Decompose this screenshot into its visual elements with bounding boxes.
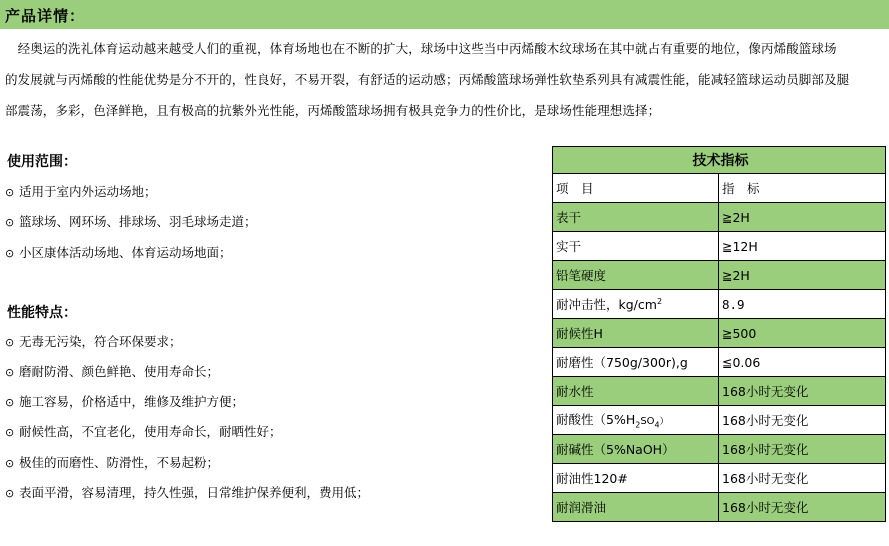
feature-item: ⊙ 表面平滑，容易清理，持久性强，日常维护保养便利，费用低；: [5, 485, 370, 500]
spec-header-item: 项 目: [553, 174, 719, 203]
feature-item: ⊙ 极佳的而磨性、防滑性，不易起粉；: [5, 455, 220, 470]
usage-item: ⊙ 篮球场、网环场、排球场、羽毛球场走道；: [5, 214, 257, 229]
table-row: [553, 377, 886, 406]
usage-item: ⊙ 适用于室内外运动场地；: [5, 184, 157, 199]
table-row: [553, 290, 886, 319]
spec-table-title: 技术指标: [553, 147, 886, 174]
intro-line: 经奥运的洗礼体育运动越来越受人们的重视，体育场地也在不断的扩大，球场中这些当中丙烯酸木纹球场在其中就占有重要的地位，像丙烯酸篮球场: [5, 41, 837, 56]
header-bar: [0, 0, 889, 29]
spec-value: ≦0.06: [719, 348, 886, 377]
intro-paragraph: [5, 33, 881, 126]
bullet-icon: ⊙: [5, 396, 15, 409]
spec-item: 耐油性120#: [553, 464, 719, 493]
feature-item: ⊙ 磨耐防滑、颜色鲜艳、使用寿命长；: [5, 364, 220, 379]
bullet-icon: ⊙: [5, 247, 15, 260]
bullet-icon: ⊙: [5, 487, 15, 500]
table-row: [553, 232, 886, 261]
spec-table-header-row: [553, 174, 886, 203]
feature-item: ⊙ 施工容易，价格适中，维修及维护方便；: [5, 394, 245, 409]
table-row: [553, 406, 886, 435]
bullet-icon: ⊙: [5, 366, 15, 379]
spec-item: 耐候性H: [553, 319, 719, 348]
table-row: [553, 348, 886, 377]
intro-line: 部震荡，多彩，色泽鲜艳，且有极高的抗紫外光性能，丙烯酸篮球场拥有极具竞争力的性价比，是球场性能理想选择；: [5, 103, 661, 118]
superscript: 2: [656, 296, 663, 306]
spec-value: 168小时无变化: [719, 406, 886, 435]
feature-item: ⊙ 无毒无污染，符合环保要求；: [5, 334, 182, 349]
spec-value: 168小时无变化: [719, 377, 886, 406]
intro-line: 的发展就与丙烯酸的性能优势是分不开的，性良好，不易开裂，有舒适的运动感；丙烯酸篮球场弹性软垫系列具有减震性能，能减轻篮球运动员脚部及腿: [5, 72, 850, 87]
feature-item: ⊙ 耐候性高，不宜老化，使用寿命长，耐晒性好；: [5, 424, 282, 439]
table-row: [553, 493, 886, 522]
spec-value: 168小时无变化: [719, 493, 886, 522]
bullet-icon: ⊙: [5, 426, 15, 439]
spec-table-title-row: [553, 147, 886, 174]
table-row: [553, 319, 886, 348]
usage-item: ⊙ 小区康体活动场地、体育运动场地面；: [5, 245, 232, 260]
spec-item: 耐冲击性，$kg/cm^2$: [553, 290, 719, 319]
bullet-icon: ⊙: [5, 186, 15, 199]
features-section-title: 性能特点：: [7, 305, 77, 321]
page-title: 产品详情：: [5, 7, 86, 25]
spec-item: 耐磨性（750g/300r),g: [553, 348, 719, 377]
bullet-icon: ⊙: [5, 216, 15, 229]
spec-item: 耐润滑油: [553, 493, 719, 522]
table-row: [553, 203, 886, 232]
spec-table: [552, 146, 886, 522]
spec-item: 实干: [553, 232, 719, 261]
table-row: [553, 261, 886, 290]
spec-item: 铅笔硬度: [553, 261, 719, 290]
usage-section-title: 使用范围：: [7, 154, 77, 170]
spec-item: 耐酸性$(5\%H_2SO_4)$: [553, 406, 719, 435]
spec-value: ≧500: [719, 319, 886, 348]
bullet-icon: ⊙: [5, 457, 15, 470]
spec-item: 耐碱性（5%NaOH）: [553, 435, 719, 464]
spec-value: ≧2H: [719, 203, 886, 232]
spec-value: 168小时无变化: [719, 435, 886, 464]
bullet-icon: ⊙: [5, 336, 15, 349]
table-row: [553, 435, 886, 464]
spec-value: ≧2H: [719, 261, 886, 290]
spec-item: 表干: [553, 203, 719, 232]
table-row: [553, 464, 886, 493]
spec-value: 8.9: [719, 290, 886, 319]
spec-item: 耐水性: [553, 377, 719, 406]
spec-value: 168小时无变化: [719, 464, 886, 493]
spec-header-value: 指 标: [719, 174, 886, 203]
spec-value: ≧12H: [719, 232, 886, 261]
